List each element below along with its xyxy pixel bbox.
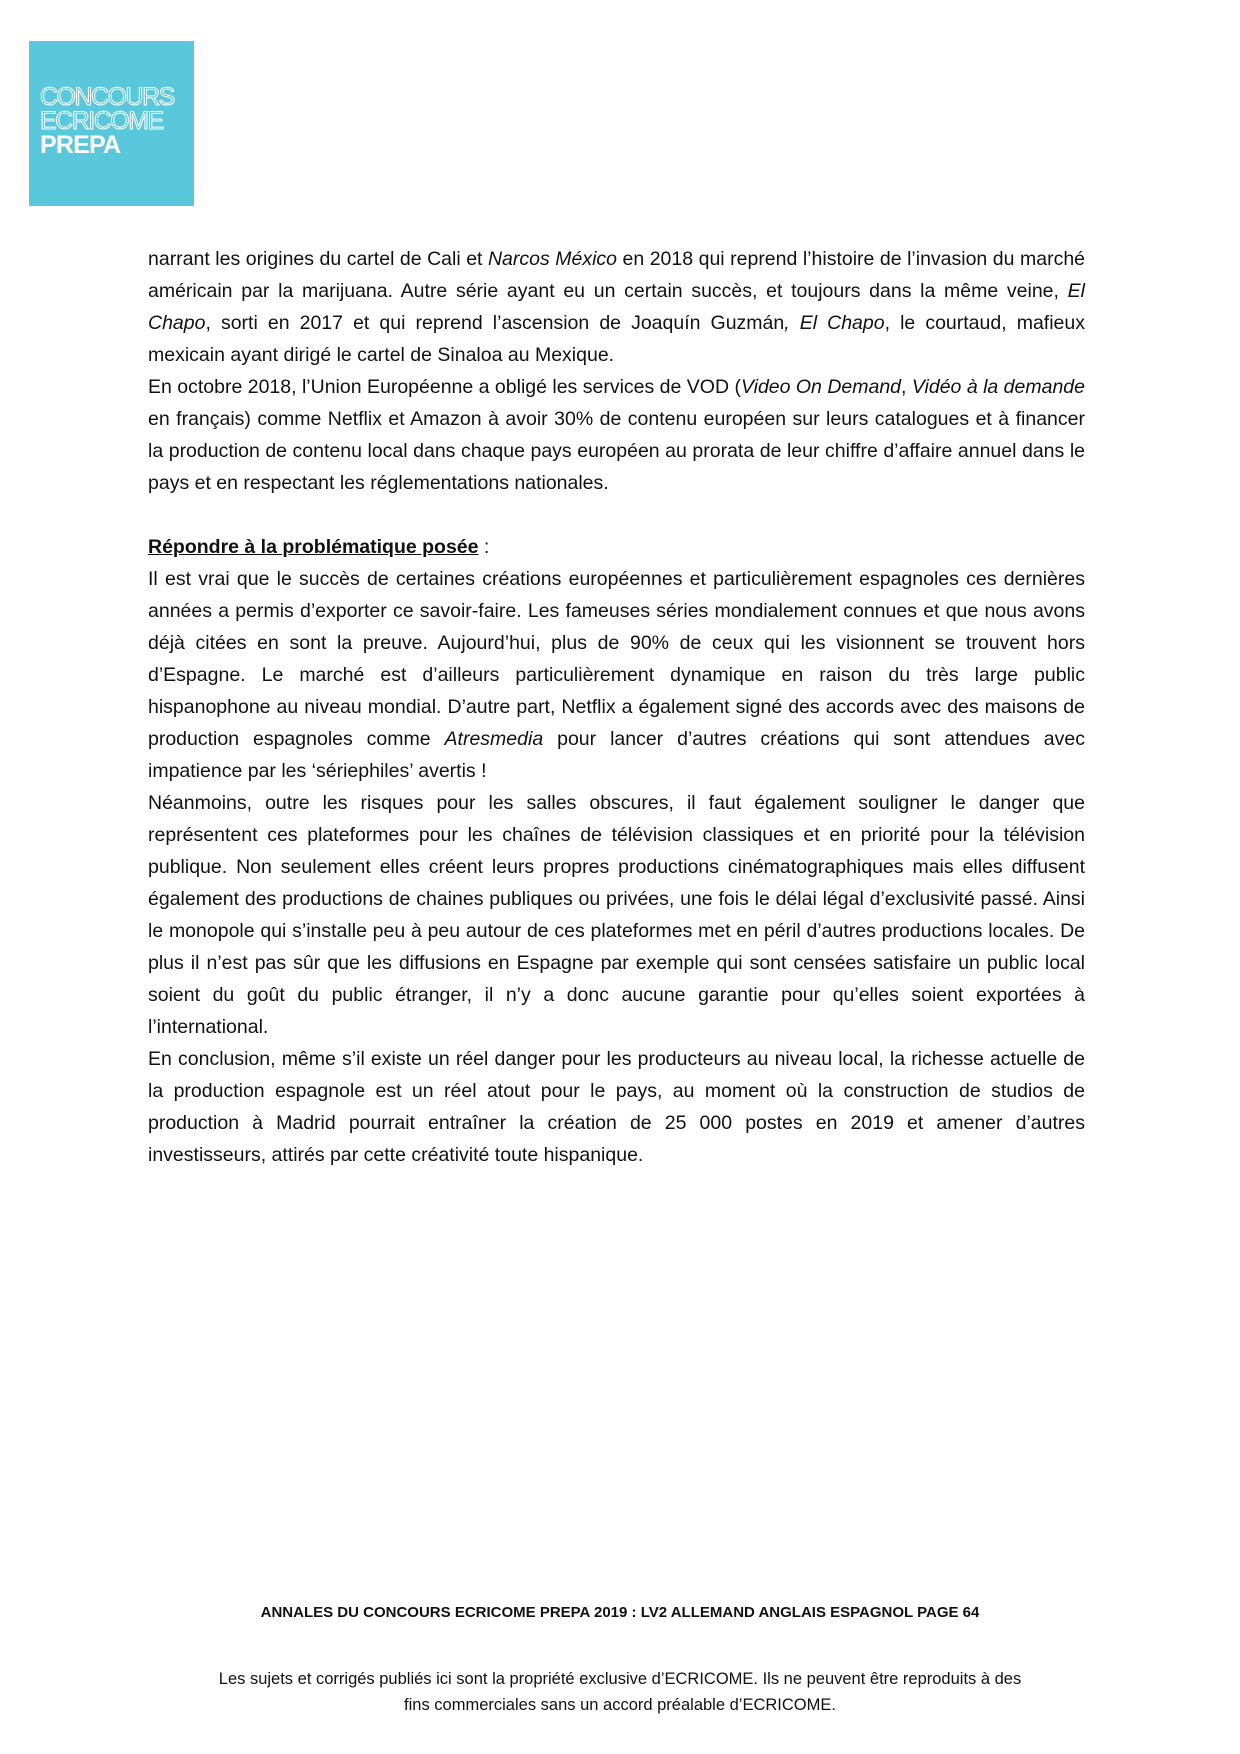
italic-title: Narcos México [487, 248, 618, 270]
paragraph-gap [148, 499, 1085, 531]
text-run: pour lancer d’autres créations qui sont attendues avec impatience par les ‘sériephiles’ avertis ! [148, 728, 1085, 782]
footer-legal-line: fins commerciales sans un accord préalable d’ECRICOME. [404, 1696, 836, 1714]
document-body [148, 243, 1085, 1171]
italic-term: Video On Demand [740, 376, 902, 398]
italic-title: El Chapo [148, 280, 1085, 334]
section-heading-text: Répondre à la problématique posée [148, 536, 479, 558]
section-heading-suffix: : [478, 536, 490, 558]
footer-legal-line: Les sujets et corrigés publiés ici sont la propriété exclusive d’ECRICOME. Ils ne peuvent être reproduits à des [218, 1670, 1022, 1688]
logo-line-concours: CONCOURS [40, 83, 174, 111]
paragraph-narcos [148, 243, 1085, 371]
logo-line-ecricome: ECRICOME [40, 107, 163, 135]
paragraph-risks: Néanmoins, outre les risques pour les salles obscures, il faut également souligner le danger que représentent ces plateformes pour les chaînes de télévision classiques et en priorité pour la télévision publique. Non seulement elles créent leurs propres productions cinématographiques mais elles diffusent également des productions de chaines publiques ou privées, une fois le délai légal d’exclusivité passé. Ainsi le monopole qui s’installe peu à peu autour de ces plateformes met en péril d’autres productions locales. De plus il n’est pas sûr que les diffusions en Espagne par exemple qui sont censées satisfaire un public local soient du goût du public étranger, il n’y a donc aucune garantie pour qu’elles soient exportées à l’international. [148, 792, 1085, 1038]
logo-line-prepa: PREPA [40, 131, 121, 159]
ecricome-logo [29, 41, 194, 206]
paragraph-conclusion: En conclusion, même s’il existe un réel danger pour les producteurs au niveau local, la richesse actuelle de la production espagnole est un réel atout pour le pays, au moment où la construction de studios de production à Madrid pourrait entraîner la création de 25 000 postes en 2019 et amener d’autres investisseurs, attirés par cette créativité toute hispanique. [148, 1048, 1085, 1166]
text-run: narrant les origines du cartel de Cali et [148, 248, 488, 270]
italic-company: Atresmedia [444, 728, 544, 750]
text-run: en français) comme Netflix et Amazon à avoir 30% de contenu européen sur leurs catalogues et à financer la production de contenu local dans chaque pays européen au prorata de leur chiffre d’affaire annuel dans le pays et en respectant les réglementations nationales. [148, 408, 1085, 494]
italic-title: , El Chapo [784, 312, 885, 334]
text-run: , sorti en 2017 et qui reprend l’ascension de Joaquín Guzmán [205, 312, 785, 334]
paragraph-vod [148, 371, 1085, 499]
section-heading [148, 531, 1085, 563]
paragraph-success [148, 563, 1085, 787]
text-run: , [901, 376, 912, 398]
text-run: En octobre 2018, l’Union Européenne a obligé les services de VOD ( [148, 376, 741, 398]
footer-legal [0, 1666, 1240, 1718]
italic-term: Vidéo à la demande [911, 376, 1085, 398]
text-run: Il est vrai que le succès de certaines créations européennes et particulièrement espagnoles ces dernières années a permis d’exporter ce savoir-faire. Les fameuses séries mondialement connues et que nous avons déjà citées en sont la preuve. Aujourd’hui, plus de 90% de ceux qui les visionnent se trouvent hors d’Espagne. Le marché est d’ailleurs particulièrement dynamique en raison du très large public hispanophone au niveau mondial. D’autre part, Netflix a également signé des accords avec des maisons de production espagnoles comme [148, 568, 1085, 750]
footer-title: ANNALES DU CONCOURS ECRICOME PREPA 2019 : LV2 ALLEMAND ANGLAIS ESPAGNOL PAGE 64 [260, 1604, 980, 1621]
text-run: en 2018 qui reprend l’histoire de l’invasion du marché américain par la marijuana. Autre série ayant eu un certain succès, et toujours dans la même veine, [148, 248, 1086, 302]
text-run: , le courtaud, mafieux mexicain ayant dirigé le cartel de Sinaloa au Mexique. [148, 312, 1085, 366]
